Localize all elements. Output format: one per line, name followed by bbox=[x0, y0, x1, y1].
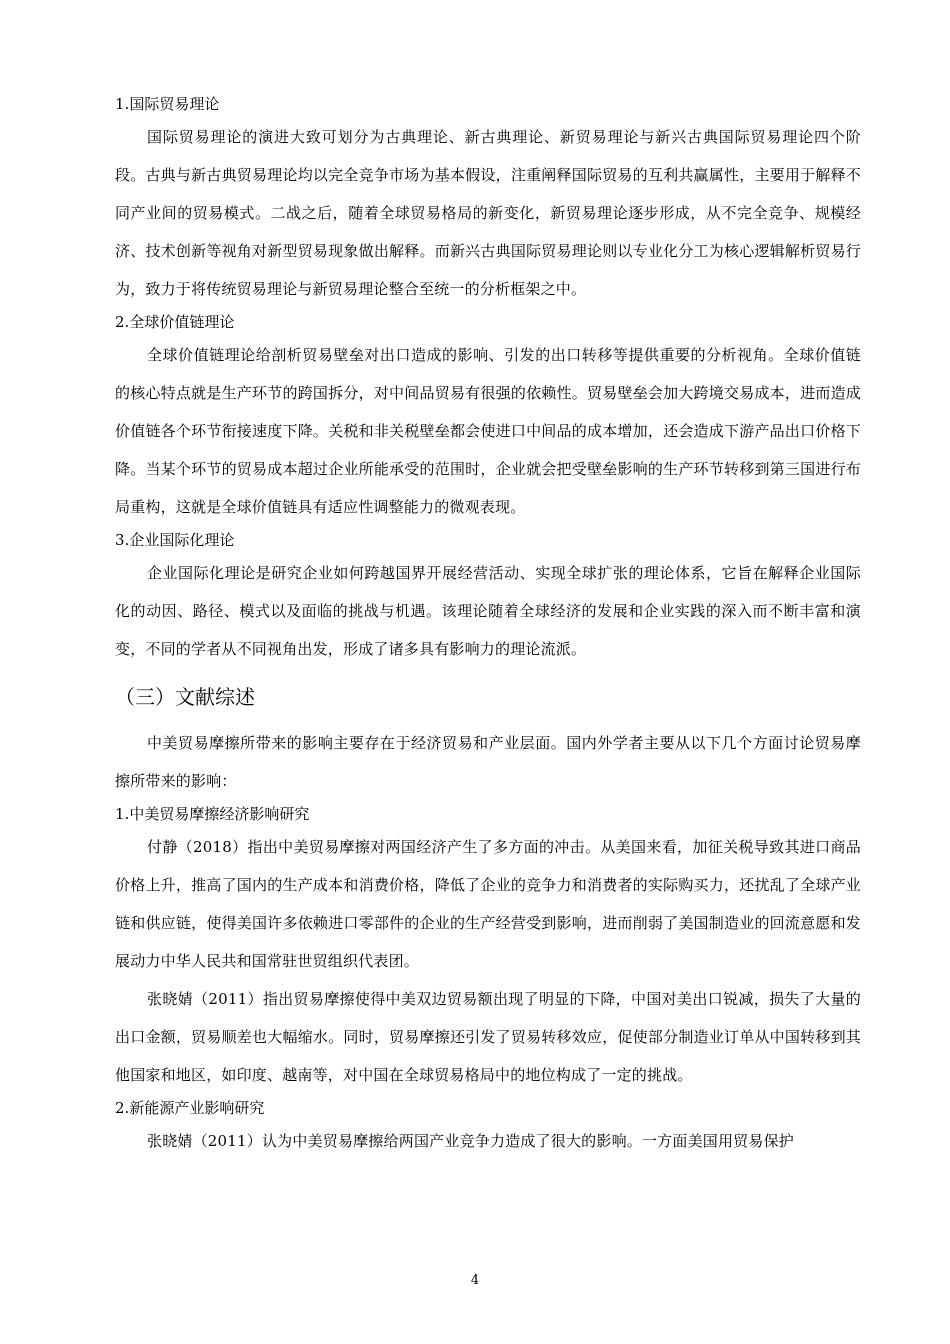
heading-number: 3. bbox=[115, 531, 130, 549]
paragraph: 国际贸易理论的演进大致可划分为古典理论、新古典理论、新贸易理论与新兴古典国际贸易理论四个阶段。古典与新古典贸易理论均以完全竞争市场为基本假设，注重阐释国际贸易的互利共赢属性，主要用于解释不同产业间的贸易模式。二战之后，随着全球贸易格局的新变化，新贸易理论逐步形成，从不完全竞争、规模经济、技术创新等视角对新型贸易现象做出解释。而新兴古典国际贸易理论则以专业化分工为核心逻辑解析贸易行为，致力于将传统贸易理论与新贸易理论整合至统一的分析框架之中。 bbox=[115, 128, 861, 298]
section-5 bbox=[115, 1094, 861, 1160]
intro-paragraph: 中美贸易摩擦所带来的影响主要存在于经济贸易和产业层面。国内外学者主要从以下几个方面讨论贸易摩擦所带来的影响： bbox=[115, 734, 861, 790]
section-4 bbox=[115, 800, 861, 1094]
paragraph: 张晓婧（2011）指出贸易摩擦使得中美双边贸易额出现了明显的下降，中国对美出口锐减，损失了大量的出口金额，贸易顺差也大幅缩水。同时，贸易摩擦还引发了贸易转移效应，促使部分制造业订单从中国转移到其他国家和地区，如印度、越南等，对中国在全球贸易格局中的地位构成了一定的挑战。 bbox=[115, 990, 861, 1084]
heading-number: 2. bbox=[115, 1099, 130, 1117]
section-1 bbox=[115, 90, 861, 308]
heading-number: 1. bbox=[115, 95, 130, 113]
heading-text: 新能源产业影响研究 bbox=[129, 1099, 265, 1117]
heading-text: 国际贸易理论 bbox=[129, 95, 220, 113]
heading-number: 2. bbox=[115, 313, 130, 331]
heading-text: 全球价值链理论 bbox=[129, 313, 235, 331]
section-heading bbox=[115, 1094, 861, 1122]
heading-text: 企业国际化理论 bbox=[129, 531, 235, 549]
page-content bbox=[115, 90, 861, 1160]
chapter-heading: （三）文献综述 bbox=[115, 685, 255, 709]
section-heading bbox=[115, 800, 861, 828]
section-heading bbox=[115, 90, 861, 118]
heading-number: 1. bbox=[115, 805, 130, 823]
paragraph: 张晓婧（2011）认为中美贸易摩擦给两国产业竞争力造成了很大的影响。一方面美国用贸易保护 bbox=[147, 1132, 794, 1150]
section-heading bbox=[115, 308, 861, 336]
page-number: 4 bbox=[470, 1273, 480, 1288]
section-heading bbox=[115, 526, 861, 554]
section-2 bbox=[115, 308, 861, 526]
section-3 bbox=[115, 526, 861, 668]
paragraph: 企业国际化理论是研究企业如何跨越国界开展经营活动、实现全球扩张的理论体系，它旨在解释企业国际化的动因、路径、模式以及面临的挑战与机遇。该理论随着全球经济的发展和企业实践的深入而不断丰富和演变，不同的学者从不同视角出发，形成了诸多具有影响力的理论流派。 bbox=[115, 564, 861, 658]
paragraph: 全球价值链理论给剖析贸易壁垒对出口造成的影响、引发的出口转移等提供重要的分析视角。全球价值链的核心特点就是生产环节的跨国拆分，对中间品贸易有很强的依赖性。贸易壁垒会加大跨境交易成本，进而造成价值链各个环节衔接速度下降。关税和非关税壁垒都会使进口中间品的成本增加，还会造成下游产品出口价格下降。当某个环节的贸易成本超过企业所能承受的范围时，企业就会把受壁垒影响的生产环节转移到第三国进行布局重构，这就是全球价值链具有适应性调整能力的微观表现。 bbox=[115, 346, 861, 516]
heading-text: 中美贸易摩擦经济影响研究 bbox=[129, 805, 310, 823]
paragraph: 付静（2018）指出中美贸易摩擦对两国经济产生了多方面的冲击。从美国来看，加征关税导致其进口商品价格上升，推高了国内的生产成本和消费价格，降低了企业的竞争力和消费者的实际购买力，还扰乱了全球产业链和供应链，使得美国许多依赖进口零部件的企业的生产经营受到影响，进而削弱了美国制造业的回流意愿和发展动力中华人民共和国常驻世贸组织代表团。 bbox=[115, 838, 861, 970]
